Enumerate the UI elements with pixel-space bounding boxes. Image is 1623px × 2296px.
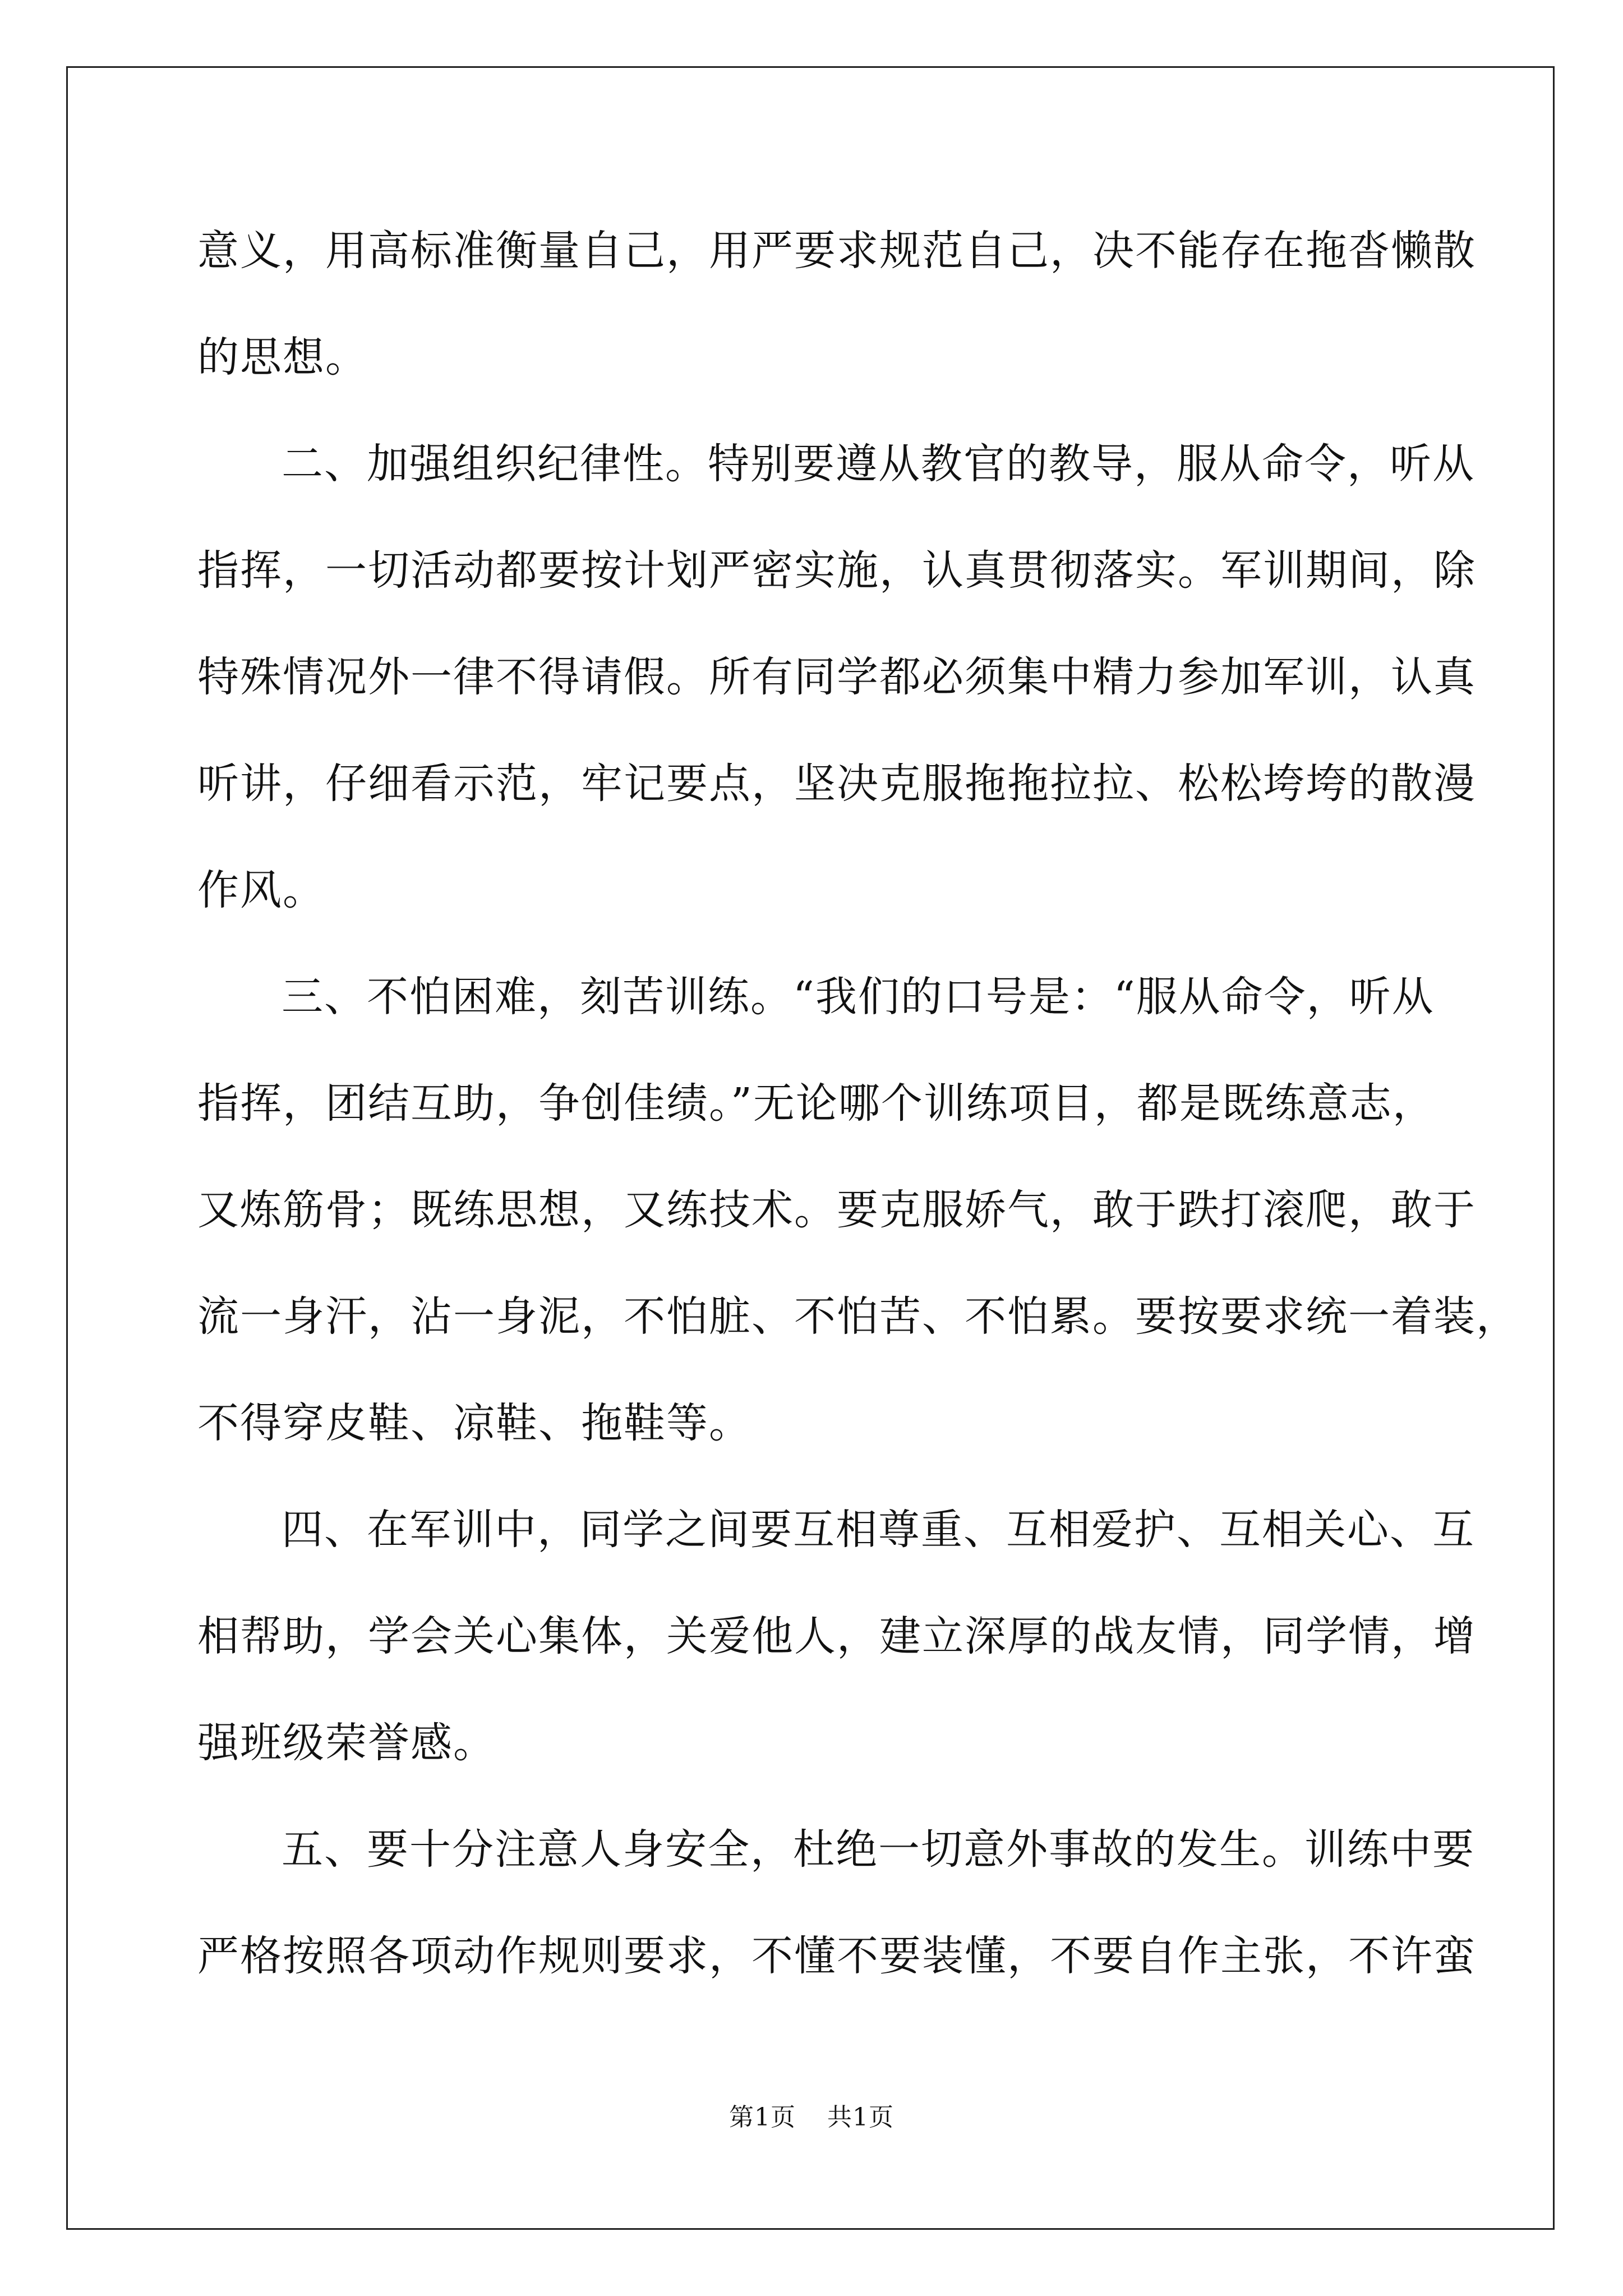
text-line: 作风。 <box>197 866 325 914</box>
paragraph-start-line: 五、要十分注意人身安全，杜绝一切意外事故的发生。训练中要 <box>282 1825 1475 1874</box>
paragraph-start-line: 二、加强组织纪律性。特别要遵从教官的教导，服从命令，听从 <box>282 440 1475 488</box>
text-line: 特殊情况外一律不得请假。所有同学都必须集中精力参加军训，认真 <box>197 653 1476 701</box>
page-number: 第1页 <box>729 2103 796 2132</box>
text-line: 强班级荣誉感。 <box>197 1719 496 1767</box>
text-line: 意义，用高标准衡量自己，用严要求规范自己，决不能存在拖沓懒散 <box>197 227 1476 275</box>
document-body <box>197 209 1519 2021</box>
text-line: 相帮助，学会关心集体，关爱他人，建立深厚的战友情，同学情，增 <box>197 1612 1476 1660</box>
text-line: 严格按照各项动作规则要求，不懂不要装懂，不要自作主张，不许蛮 <box>197 1932 1476 1980</box>
paragraph-start-line: 三、不怕困难，刻苦训练。“我们的口号是：“服从命令，听从 <box>282 973 1435 1021</box>
page-footer <box>0 2101 1623 2134</box>
page-total: 共1页 <box>827 2103 894 2132</box>
text-line: 流一身汗，沾一身泥，不怕脏、不怕苦、不怕累。要按要求统一着装， <box>197 1292 1519 1341</box>
text-line: 指挥，团结互助，争创佳绩。”无论哪个训练项目，都是既练意志， <box>197 1079 1435 1128</box>
text-line: 指挥，一切活动都要按计划严密实施，认真贯彻落实。军训期间，除 <box>197 546 1476 595</box>
text-line: 听讲，仔细看示范，牢记要点，坚决克服拖拖拉拉、松松垮垮的散漫 <box>197 760 1476 808</box>
text-line: 不得穿皮鞋、凉鞋、拖鞋等。 <box>197 1399 751 1447</box>
text-line: 又炼筋骨；既练思想，又练技术。要克服娇气，敢于跌打滚爬，敢于 <box>197 1186 1476 1234</box>
paragraph-start-line: 四、在军训中，同学之间要互相尊重、互相爱护、互相关心、互 <box>282 1506 1475 1554</box>
text-line: 的思想。 <box>197 333 368 381</box>
